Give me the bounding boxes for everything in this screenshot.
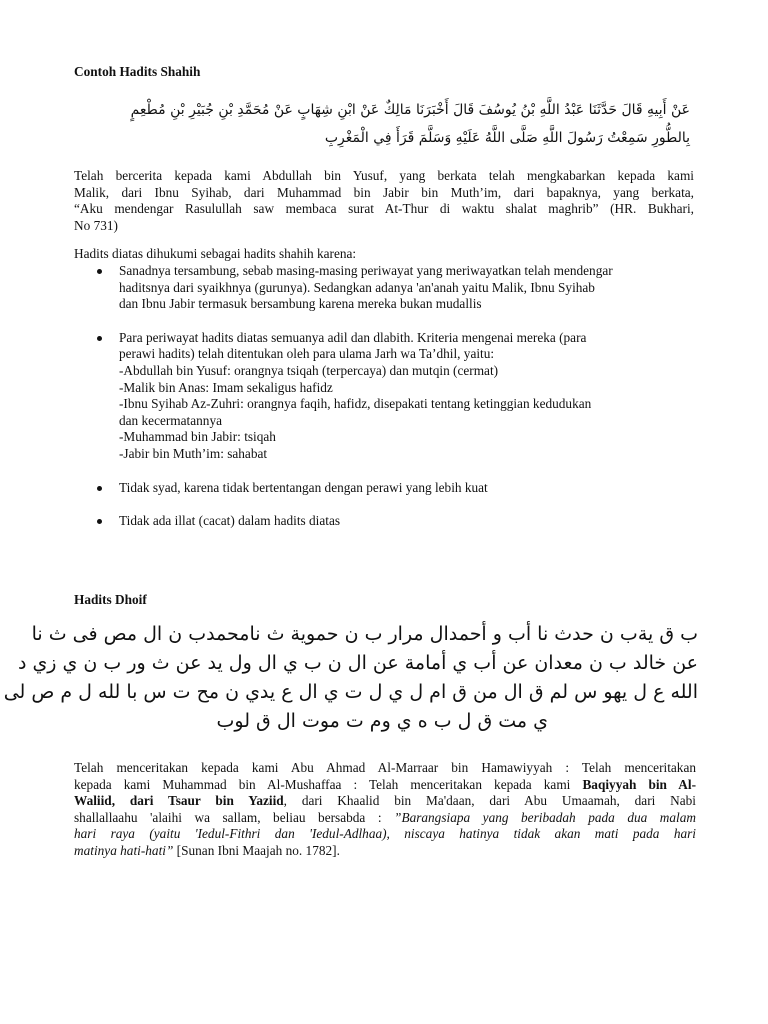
arabic-text-shahih	[131, 96, 690, 152]
text-line	[74, 810, 696, 827]
bullet-icon	[97, 486, 102, 491]
text-line	[74, 760, 696, 777]
translation-shahih	[74, 168, 694, 234]
text-line: -Ibnu Syihab Az-Zuhri: orangnya faqih, hafidz, disepakati tentang ketinggian kedudukan	[119, 396, 592, 412]
text-line: Sanadnya tersambung, sebab masing-masing periwayat yang meriwayatkan telah mendengar	[119, 263, 613, 278]
text-line: Para periwayat hadits diatas semuanya adil dan dlabith. Kriteria mengenai mereka (para	[119, 329, 587, 345]
text-line: -Abdullah bin Yusuf: orangnya tsiqah (terpercaya) dan mutqin (cermat)	[119, 362, 499, 378]
bold-text: Baqiyyah bin Al-	[582, 776, 696, 792]
text-line: haditsnya dari syaikhnya (gurunya). Sedangkan adanya 'an'anah yaitu Malik, Ibnu Syihab	[119, 279, 595, 295]
list-item	[74, 480, 714, 497]
text-line: perawi hadits) telah ditentukan oleh para ulama Jarh wa Ta’dhil, yaitu:	[119, 346, 495, 362]
criteria-list	[74, 263, 714, 530]
italic-text: matinya hati-hati”	[74, 842, 174, 858]
translation-dhoif	[74, 760, 696, 860]
section-title-hadits-shahih: Contoh Hadits Shahih	[74, 64, 201, 79]
text-line: Tidak ada illat (cacat) dalam hadits diatas	[119, 513, 341, 529]
arabic-line: الله ع ل يهو س لم ق ال من ق ام ل ي ل ت ي ال ع يدي ن مح ت س با لله ل م ص لى	[3, 681, 698, 703]
arabic-line: ب ق يةب ن حدث نا أب و أحمدال مرار ب ن حموية ث نامحمدب ن ال مص فى ث نا	[31, 623, 698, 645]
arabic-text-dhoif	[4, 620, 698, 736]
text-line: dan kecermatannya	[119, 412, 222, 428]
bullet-icon	[97, 269, 102, 274]
text-line	[74, 843, 696, 860]
arabic-line: ي مت ق ل ب ه ي وم ت موت ال ق لوب	[216, 710, 548, 732]
bullet-icon	[97, 336, 102, 341]
text-line	[74, 777, 696, 794]
italic-text: hari raya (yaitu 'Iedul-Fithri dan 'Iedul-Adlhaa), niscaya hatinya tidak akan mati pada hari	[74, 826, 696, 842]
text-line: Malik, dari Ibnu Syihab, dari Muhammad bin Jabir bin Muth’im, dari bapaknya, yang berkata,	[74, 184, 694, 200]
arabic-line: عَنْ أَبِيهِ قَالَ حَدَّثَنَا عَبْدُ اللَّهِ بْنُ يُوسُفَ قَالَ أَخْبَرَنَا مَالِكٌ عَنْ ابْنِ شِهَابٍ عَنْ مُحَمَّدِ بْنِ جُبَيْرِ بْنِ مُطْعِمٍ	[130, 102, 690, 118]
text-line	[74, 826, 696, 843]
text-line: No 731)	[74, 217, 118, 233]
text-line	[74, 793, 696, 810]
text-run: shallallaahu 'alaihi wa sallam, beliau bersabda :	[74, 809, 395, 825]
text-line: -Muhammad bin Jabir: tsiqah	[119, 429, 276, 445]
text-run: , dari Khaalid bin Ma'daan, dari Abu Umaamah, dari Nabi	[283, 793, 696, 809]
text-line: Telah bercerita kepada kami Abdullah bin Yusuf, yang berkata telah mengkabarkan kepada kami	[74, 168, 694, 183]
italic-text: ”Barangsiapa yang beribadah pada dua malam	[394, 809, 696, 825]
text-run: kepada kami Muhammad bin Al-Mushaffaa : Telah menceritakan kepada kami	[74, 776, 583, 792]
arabic-line: عن خالد ب ن معدان عن أب ي أمامة عن ال ن ب ي ال ول يد عن ث ور ب ن ي زي د	[17, 652, 698, 674]
text-line: Tidak syad, karena tidak bertentangan dengan perawi yang lebih kuat	[119, 479, 488, 495]
intro-text: Hadits diatas dihukumi sebagai hadits shahih karena:	[74, 246, 357, 261]
list-item	[74, 263, 714, 313]
list-item	[74, 330, 714, 463]
text-run: [Sunan Ibni Maajah no. 1782].	[173, 842, 340, 858]
list-item	[74, 513, 714, 530]
text-run: Telah menceritakan kepada kami Abu Ahmad Al-Marraar bin Hamawiyyah : Telah menceritakan	[74, 760, 696, 775]
text-line: -Jabir bin Muth’im: sahabat	[119, 445, 268, 461]
bold-text: Waliid, dari Tsaur bin Yaziid	[74, 793, 284, 809]
text-line: -Malik bin Anas: Imam sekaligus hafidz	[119, 379, 333, 395]
bullet-icon	[97, 519, 102, 524]
text-line: “Aku mendengar Rasulullah saw membaca surat At-Thur di waktu shalat maghrib” (HR. Bukhari,	[74, 201, 694, 217]
arabic-line: بِالطُّورِ سَمِعْتُ رَسُولَ اللَّهِ صَلَّى اللَّهُ عَلَيْهِ وَسَلَّمَ قَرَأَ فِي الْمَغْرِبِ	[324, 130, 690, 146]
section-title-hadits-dhoif: Hadits Dhoif	[74, 592, 147, 607]
text-line: dan Ibnu Jabir termasuk bersambung karena mereka bukan mudallis	[119, 296, 482, 312]
